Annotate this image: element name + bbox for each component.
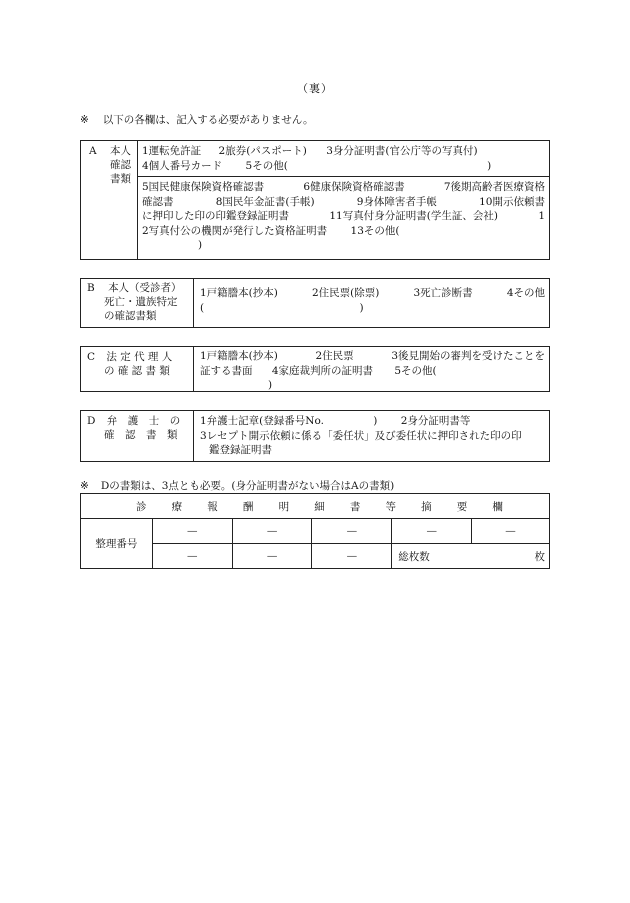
header-char: 欄 — [492, 500, 503, 513]
reference-cell: — — [312, 544, 392, 569]
row-label-reference-number: 整理番号 — [81, 519, 153, 569]
box-c-line — [200, 349, 545, 364]
reference-cell: — — [312, 519, 392, 544]
box-c-label — [81, 347, 194, 391]
option-text: 確認書 — [142, 195, 174, 208]
box-a-other-documents-section — [138, 177, 549, 253]
box-a-photo-id-section — [138, 141, 549, 177]
option-passport: 2旅券(パスポート) — [218, 145, 307, 157]
summary-table — [80, 493, 550, 569]
option-death-certificate: 3死亡診断書 — [413, 287, 473, 299]
total-pages-unit: 枚 — [534, 550, 545, 563]
box-a-upper-line — [142, 159, 545, 174]
header-char: 書 — [349, 500, 361, 513]
reference-cell: — — [232, 519, 312, 544]
total-pages-cell — [392, 544, 550, 569]
option-other: 4その他 — [506, 287, 545, 299]
summary-header — [81, 494, 550, 519]
box-c-label-line — [87, 350, 193, 364]
reference-cell: — — [232, 544, 312, 569]
header-char: 酬 — [242, 500, 254, 513]
paren-close: ) — [268, 379, 273, 391]
reference-cell: — — [392, 519, 472, 544]
paren-open: ( — [200, 301, 205, 314]
option-elderly-medical-certificate: 7後期高齢者医療資格 — [443, 181, 545, 193]
box-d-label-line: 確 認 書 類 — [104, 429, 178, 441]
box-a-label-line: 確認 — [110, 159, 131, 171]
box-c-line — [200, 364, 545, 379]
box-a-lower-line — [142, 195, 545, 210]
box-c-label-line: の 確 認 書 類 — [104, 365, 170, 377]
box-c-line — [200, 378, 545, 393]
box-a-content — [138, 141, 549, 259]
total-pages — [398, 549, 545, 564]
box-c-content — [194, 347, 549, 391]
option-resident-record: 2住民票 — [315, 350, 354, 362]
reference-cell: — — [472, 519, 550, 544]
reference-cell: — — [152, 519, 232, 544]
box-a-lower-line — [142, 238, 545, 253]
box-a-identity-documents — [80, 140, 550, 260]
box-b-line — [200, 301, 545, 316]
box-b-label-line — [87, 281, 193, 295]
box-c-label-text: 法 定 代 理 人 — [106, 351, 173, 363]
header-char: 報 — [207, 500, 218, 513]
notice-no-entry-required — [80, 112, 313, 127]
box-d-label-line — [87, 414, 193, 428]
option-other: 5その他( — [245, 159, 288, 172]
box-a-lower-line — [142, 180, 545, 195]
header-char: 等 — [385, 500, 396, 513]
box-b-label-text: 本人（受診者） — [108, 282, 182, 294]
box-a-lower-line — [142, 224, 545, 239]
box-b-deceased-documents — [80, 278, 550, 328]
box-d-line — [200, 414, 545, 429]
option-text: 証する書面 — [200, 364, 253, 377]
header-char: 摘 — [421, 500, 432, 513]
option-text: に押印した印の印鑑登録証明書 — [142, 210, 289, 222]
option-disability-handbook: 9身体障害者手帳 — [356, 195, 437, 208]
page-side-label: （裏） — [297, 82, 333, 95]
option-lawyer-badge: 1弁護士記章(登録番号No. — [200, 415, 324, 427]
box-b-letter: B — [87, 282, 95, 294]
box-d-line: 3レセプト開示依頼に係る「委任状」及び委任状に押印された印の印 — [200, 429, 522, 442]
option-text: 1 — [538, 210, 545, 222]
option-health-insurance-certificate: 6健康保険資格確認書 — [303, 181, 405, 193]
header-char: 療 — [171, 500, 183, 513]
option-id-certificate: 3身分証明書(官公庁等の写真付) — [326, 145, 478, 157]
header-char: 細 — [314, 500, 325, 513]
option-my-number-card: 4個人番号カード — [142, 159, 223, 172]
option-drivers-license: 1運転免許証 — [142, 145, 202, 157]
option-id-certificate: 2身分証明書等 — [400, 415, 471, 427]
box-b-label — [81, 279, 194, 327]
paren-close: ) — [359, 301, 364, 314]
box-d-letter: D — [87, 415, 96, 427]
box-d-label-text: 弁 護 士 の — [106, 415, 181, 427]
box-a-label-line: 書類 — [110, 173, 131, 185]
option-family-register: 1戸籍謄本(抄本) — [200, 350, 278, 362]
notice-mark: ※ — [80, 114, 89, 126]
header-char: 明 — [278, 500, 290, 513]
option-public-certificate: 2写真付公の機関が発行した資格証明書 — [142, 224, 328, 237]
header-char: 要 — [456, 500, 468, 513]
box-d-label — [81, 411, 194, 461]
option-family-court-certificate: 4家庭裁判所の証明書 — [271, 364, 374, 377]
option-pension-certificate: 8国民年金証書(手帳) — [215, 195, 315, 208]
box-a-label-line: 本人 — [110, 145, 131, 157]
option-photo-id: 11写真付身分証明書(学生証、会社) — [329, 210, 498, 222]
notice-d-documents — [80, 478, 394, 493]
option-disclosure-request: 10開示依頼書 — [479, 195, 545, 208]
box-b-line — [200, 286, 545, 301]
option-other-close: ) — [487, 159, 492, 172]
option-other-13-close: ) — [198, 239, 203, 251]
box-b-label-line: の確認書類 — [104, 310, 157, 322]
option-resident-record: 2住民票(除票) — [312, 287, 380, 299]
reference-cell: — — [152, 544, 232, 569]
option-guardianship-ruling: 3後見開始の審判を受けたことを — [391, 350, 545, 362]
summary-header-text — [81, 499, 549, 514]
box-d-content — [194, 411, 549, 461]
box-c-letter: C — [87, 351, 96, 363]
header-char: 診 — [136, 500, 147, 513]
box-a-label — [81, 141, 138, 259]
box-b-label-line: 死亡・遺族特定 — [104, 296, 178, 308]
box-d-line: 鑑登録証明書 — [209, 444, 272, 456]
notice-mark: ※ — [80, 480, 89, 492]
total-pages-label: 総枚数 — [398, 550, 430, 563]
box-c-legal-representative-documents — [80, 346, 550, 392]
notice-text: 以下の各欄は、記入する必要がありません。 — [102, 114, 314, 126]
box-a-upper-line — [142, 144, 545, 159]
option-other: 5その他( — [394, 364, 437, 377]
option-other-13: 13その他( — [350, 224, 400, 237]
box-a-letter: A — [89, 145, 97, 157]
option-family-register: 1戸籍謄本(抄本) — [200, 287, 278, 299]
box-a-lower-line — [142, 209, 545, 224]
box-b-content — [194, 279, 549, 327]
box-d-lawyer-documents — [80, 410, 550, 462]
paren-close: ) — [373, 415, 378, 427]
option-nhi-certificate: 5国民健康保険資格確認書 — [142, 181, 265, 193]
notice-text: Dの書類は、3点とも必要。(身分証明書がない場合はAの書類) — [100, 480, 395, 492]
